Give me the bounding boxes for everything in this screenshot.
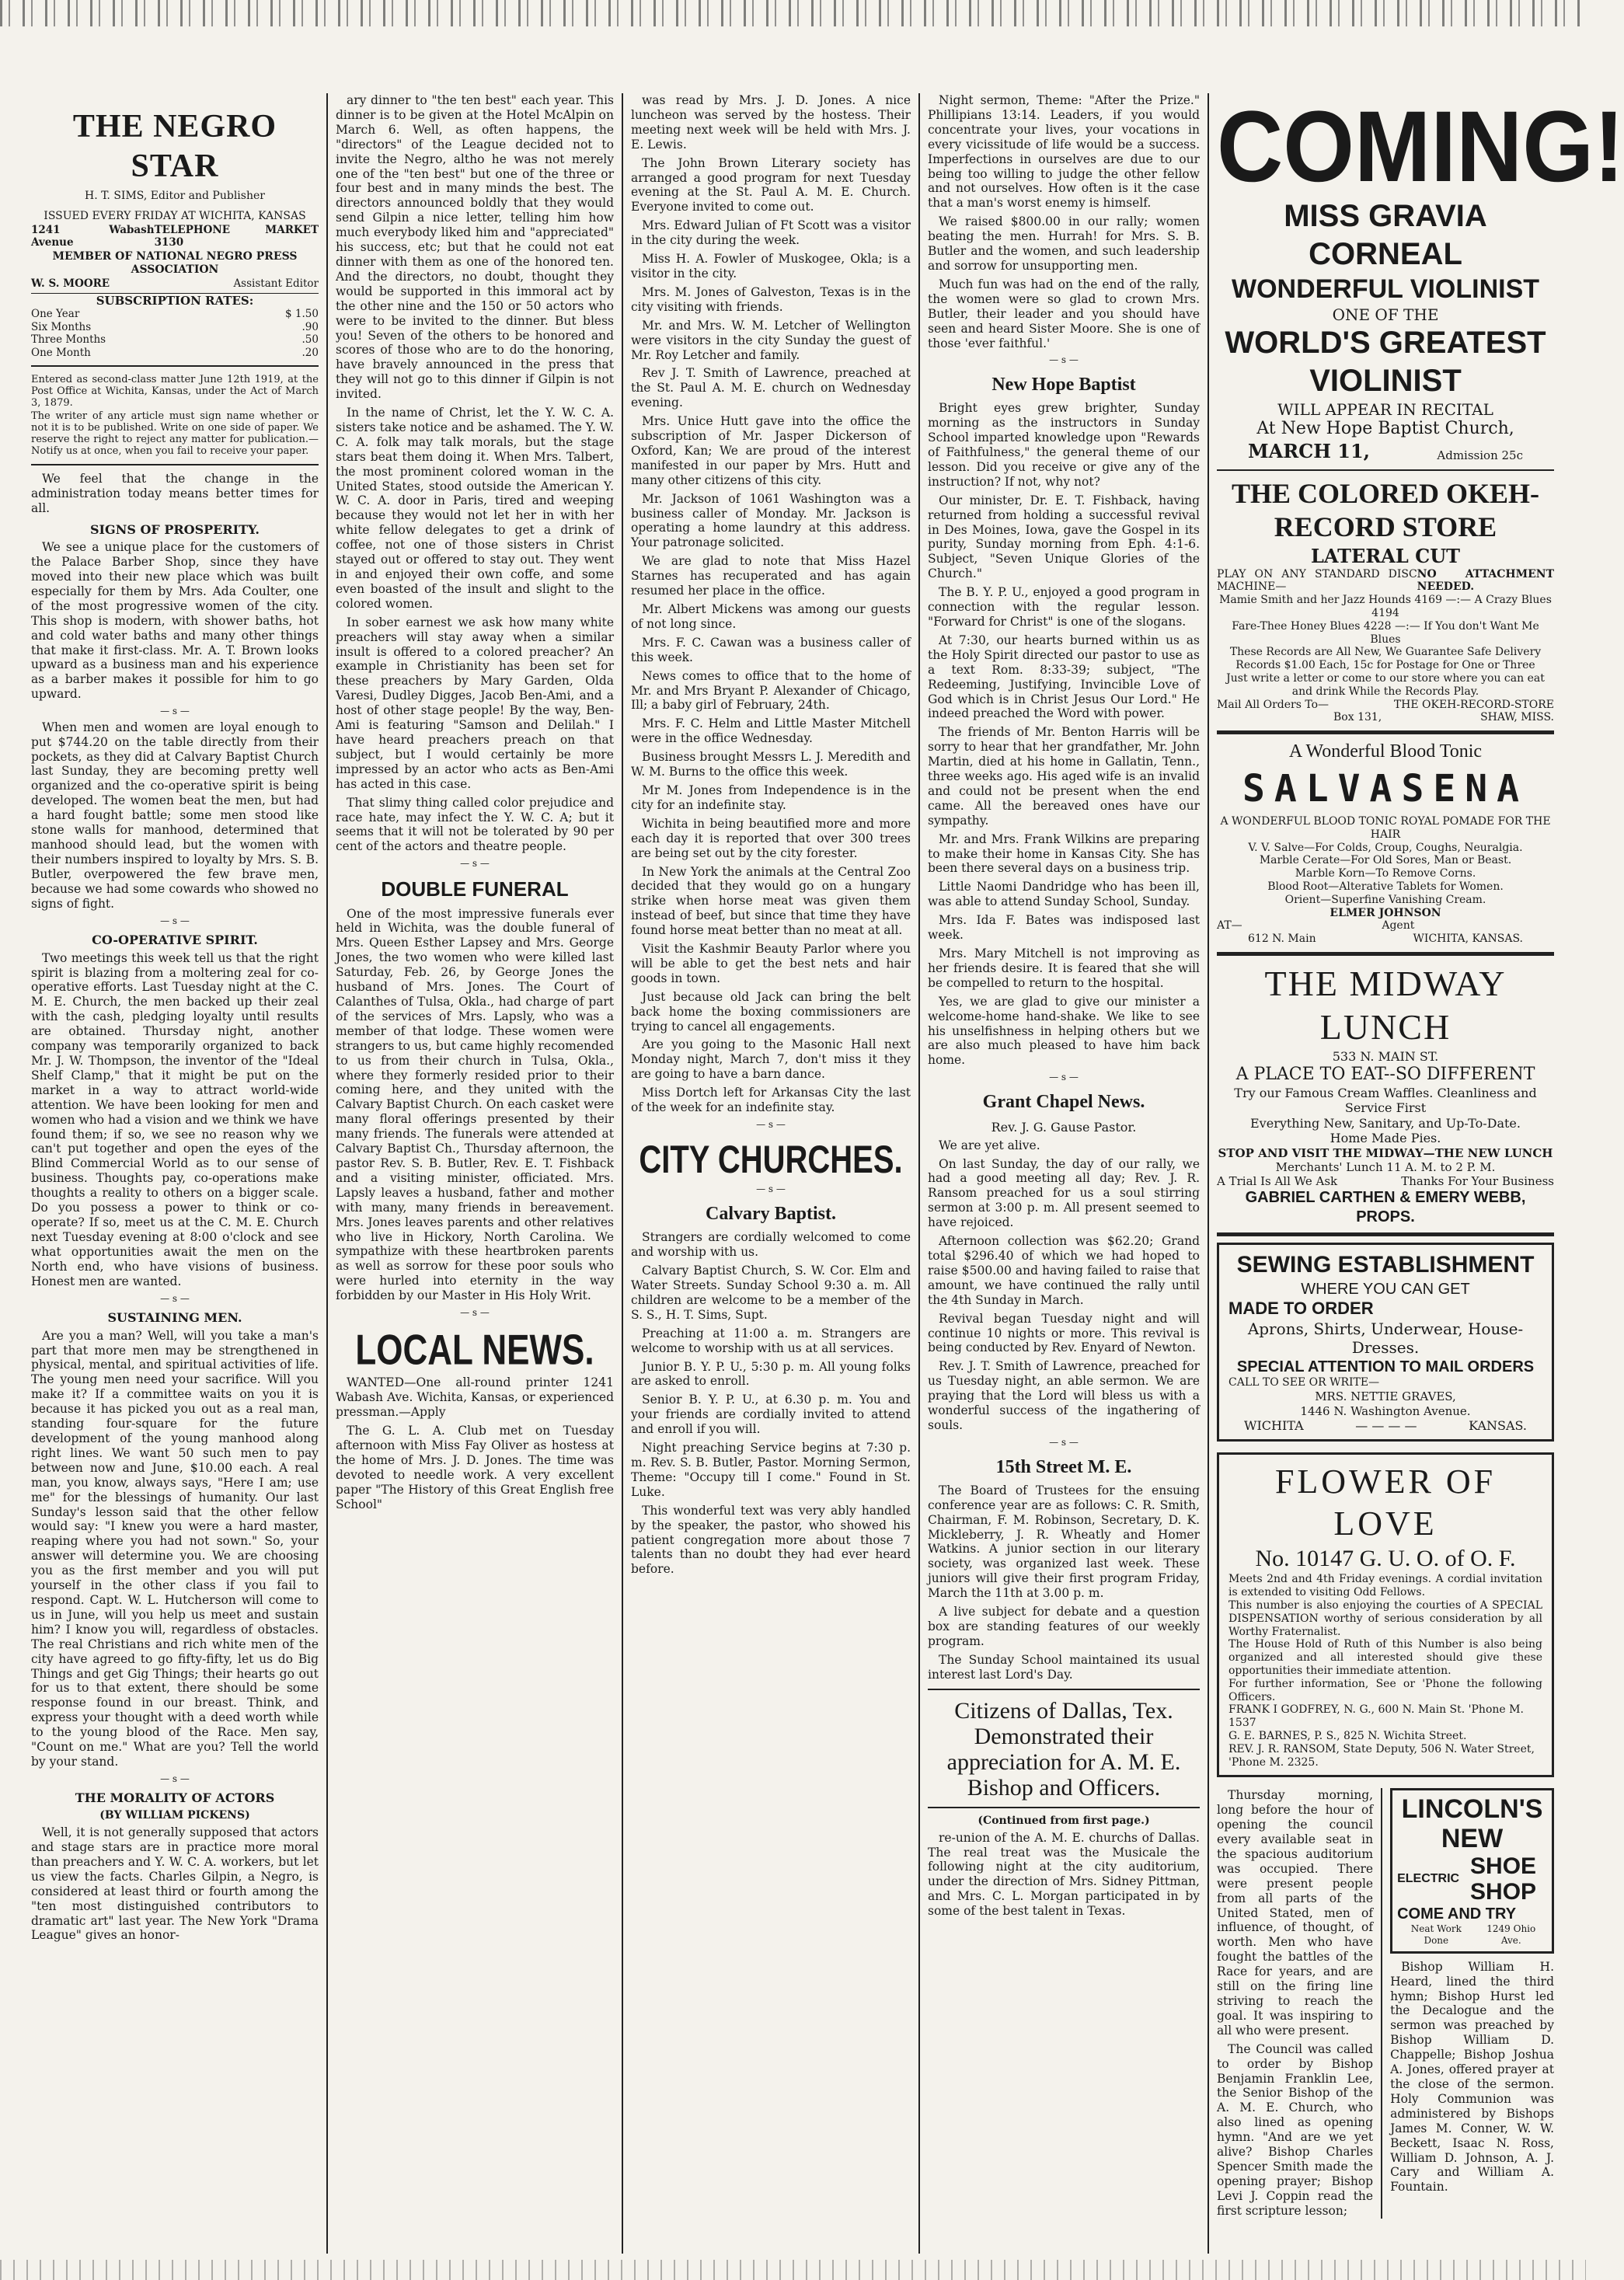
sewing-title: SEWING ESTABLISHMENT (1236, 1252, 1535, 1278)
local-item: We are glad to note that Miss Hazel Starnes has recuperated and has again resumed her place in the office. (631, 554, 911, 598)
morality-byline: (BY WILLIAM PICKENS) (99, 1808, 250, 1822)
midway-line: STOP AND VISIT THE MIDWAY—THE NEW LUNCH (1218, 1145, 1553, 1160)
salvasena-city: WICHITA, KANSAS. (1413, 933, 1523, 946)
signs-text: We see a unique place for the customers of the Palace Barber Shop, since they have moved into their new place which was built especially for them by Mrs. Ada Coulter, one of the most progressive women of the city. This shop is modern, with shower baths, hot and cold water baths and many other things that make it first-class. Mr. A. T. Brown looks upward as a business man and his experience as a barber makes it possible for him to go upward. (31, 540, 319, 702)
rate-term: One Month (31, 346, 91, 359)
okeh-mail-label: Mail All Orders To— (1217, 698, 1330, 711)
fifteenth-street-heading: 15th Street M. E. (995, 1456, 1132, 1477)
salvasena-line: Marble Korn—To Remove Corns. (1295, 867, 1476, 880)
dallas-heading: Citizens of Dallas, Tex. Demonstrated their appreciation for A. M. E. Bishop and Officers. (946, 1697, 1181, 1801)
lincoln-come-and-try: COME AND TRY (1397, 1905, 1517, 1923)
local-item: Mr. and Mrs. W. M. Letcher of Wellington were visitors in the city Sunday the guest of Mr. Roy Letcher and family. (631, 318, 911, 362)
editor-line: H. T. SIMS, Editor and Publisher (85, 190, 265, 203)
entered-notice: Entered as second-class matter June 12th 1919, at the Post Office at Wichita, Kansas, under the Act of March 3, 1879. (31, 374, 319, 410)
column-3 (631, 93, 911, 2254)
gilpin-text-2: In the name of Christ, let the Y. W. C. A. sisters take notice and be ashamed. The Y. W. C. A. folk may talk morals, but the stage stars beat them doing it. When Mrs. Talbert, the most prominent colored woman in the United States, stood outside the American Y. W. C. A. door in Paris, tired and weeping because they would not let her in with her white fellow delegates to get a drink of coffee, not one of those sisters in Christ stayed out or offered to stay out. They went in and enjoyed their own coffe, and some even boasted of the insult and slight to the colored women. (336, 406, 614, 611)
okeh-record-line: Fare-Thee Honey Blues 4228 —:— If You don't Want Me Blues (1232, 619, 1539, 646)
local-item: Mrs. Edward Julian of Ft Scott was a visitor in the city during the week. (631, 218, 911, 248)
rates-list (31, 308, 319, 359)
local-wanted: WANTED—One all-round printer 1241 Wabash Ave. Wichita, Kansas, or experienced pressman.—Apply (336, 1375, 614, 1420)
new-hope-item: Bright eyes grew brighter, Sunday morning as the instructors in Sunday School imparted knowledge upon "Rewards of Faithfulness," the general theme of our lesson. Did you receive or give any of the instruction? If not, why not? (928, 401, 1200, 489)
flower-title: FLOWER OF LOVE (1274, 1462, 1497, 1543)
okeh-play-line: PLAY ON ANY STANDARD DISC MACHINE— (1217, 567, 1417, 594)
fifteenth-item: The Sunday School maintained its usual interest last Lord's Day. (928, 1652, 1200, 1682)
rate-price: .20 (301, 346, 319, 359)
separator: — s — (1049, 354, 1079, 366)
sewing-line: 1446 N. Washington Avenue. (1300, 1403, 1471, 1418)
salvasena-agent-label: Agent (1382, 919, 1415, 933)
calvary-item: Night preaching Service begins at 7:30 p. m. Rev. S. B. Butler, Pastor. Morning Sermon, Theme: "Occupy till I come." Found in St. Luke. (631, 1441, 911, 1499)
midway-trial: A Trial Is All We Ask (1217, 1174, 1338, 1189)
grant-item: We are yet alive. (939, 1138, 1040, 1152)
separator: — s — (756, 1184, 786, 1195)
salvasena-line: Marble Cerate—For Old Sores, Man or Beast. (1259, 854, 1512, 867)
morality-heading: THE MORALITY OF ACTORS (75, 1790, 275, 1806)
calvary-item: Junior B. Y. P. U., 5:30 p. m. All young folks are asked to enroll. (631, 1359, 911, 1389)
calvary-heading: Calvary Baptist. (706, 1204, 836, 1225)
separator: — s — (460, 1307, 490, 1319)
council-cont: Bishop William H. Heard, lined the third hymn; Bishop Hurst led the Decalogue and the sermon was preached by Bishop William D. Chappelle; Bishop Joshua A. Jones, offered prayer at the close of the sermon. Holy Communion was administered by Bishops James M. Conner, W. W. Beckett, Isaac N. Ross, William D. Johnson, A. J. Cary and William A. Fountain. (1390, 1959, 1554, 2195)
rate-term: Six Months (31, 320, 92, 333)
local-item: Mrs. M. Jones of Galveston, Texas is in the city visiting with friends. (631, 284, 911, 314)
gilpin-text-3: In sober earnest we ask how many white preachers will stay away when a similar insult is offered to a colored preacher? An example in Christianity has been set for these preachers by Mary Garden, Olda Varesi, Dudley Digges, Jacob Ben-Ami, and a host of other stage people! By the way, Ben-Ami is featuring "Samson and Delilah." I have heard preachers preach on that subject, but I would certainly be more impressed by an actor who acts as Ben-Ami has acted in this case. (336, 615, 614, 791)
sustain-text: Are you a man? Well, will you take a man's part that more men may be strengthened in physical, mental, and spiritual activities of life. The young men need your sacrifice. Will you make it? If a committee waits on you it is because it has picked you out as a real man, standing four-square for the future development of the young manhood along right lines. We want 50 such men to pay between now and June, $10.00 each. A real man, you know, always says, "Here I am; use me" for the blessings of humanity. Our last Sunday's lesson said that the other fellow would say: "I knew you were a hard master, reaping where you had not sown." So, your answer will determine you. We are choosing you as the first member and you will put yourself in the other class if you fail to respond. Capt. W. L. Hutcherson will come to us in June, will you help us meet and sustain him? I know you will, regardless of obstacles. The real Christians and rich white men of the city have agreed to go fifty-fifty, let us do Big Things and get Gig Things; their hearts go out for us to that extent, there should be some response found in our breast. Think, and express your thought with a deed worth while to the young blood of the Race. Men say, "Count on me." What are you? Tell the world by your stand. (31, 1328, 319, 1769)
new-hope-heading: New Hope Baptist (991, 375, 1136, 396)
calvary-cont: Much fun was had on the end of the rally, the women were so glad to crown Mrs. Butler, their leader and you should have seen and heard Sister Moore. She is one of those 'ever faithful.' (928, 277, 1200, 350)
sewing-city: WICHITA (1244, 1417, 1304, 1433)
local-item: Mrs. Unice Hutt gave into the office the subscription of Mr. Jasper Dickerson of Oxford, Kan; We are proud of the interest manifested in our paper by Mrs. Hutt and many other citizens of this city. (631, 414, 911, 487)
paper-title: THE NEGRO STAR (72, 109, 277, 185)
asst-editor-name: W. S. MOORE (31, 277, 110, 290)
recital-line: WILL APPEAR IN RECITAL (1277, 400, 1493, 420)
top-edge-damage (0, 0, 1586, 26)
intro-paragraph: We feel that the change in the administration today means better times for all. (31, 471, 319, 515)
lincoln-neat-work: Neat Work Done (1410, 1923, 1462, 1947)
subscription-heading: SUBSCRIPTION RATES: (31, 293, 319, 308)
salvasena-line: V. V. Salve—For Colds, Croup, Coughs, Neuralgia. (1248, 841, 1523, 854)
ad-midway-lunch (1217, 962, 1554, 1226)
grant-chapel-heading: Grant Chapel News. (982, 1091, 1145, 1112)
separator: — s — (160, 1292, 190, 1304)
lincoln-shoe-section (1390, 1788, 1554, 2218)
lincoln-address: 1249 Ohio Ave. (1486, 1923, 1536, 1947)
separator: — s — (160, 706, 190, 717)
grant-item: Revival began Tuesday night and will continue 10 nights or more. This revival is being conducted by Rev. Enyard of Newton. (928, 1311, 1200, 1355)
salvasena-line: A WONDERFUL BLOOD TONIC ROYAL POMADE FOR THE HAIR (1220, 814, 1551, 841)
flower-line: This number is also enjoying the courties of A SPECIAL DISPENSATION worthy of serious consideration by all Worthy Fraternalist. (1228, 1598, 1542, 1638)
okeh-town: SHAW, MISS. (1480, 711, 1554, 724)
ad-lincoln-shoe (1390, 1788, 1554, 1953)
sewing-line: MADE TO ORDER (1228, 1299, 1374, 1319)
new-hope-item: Mrs. Mary Mitchell is not improving as her friends desire. It is feared that she will be compelled to return to the hospital. (928, 947, 1200, 990)
new-hope-item: The friends of Mr. Benton Harris will be sorry to hear that her grandfather, Mr. John Martin, died at his home in Gallatin, Tenn., three weeks ago. His aged wife is an invalid and could not be present when the end came. All the bereaved ones have our sympathy. (928, 725, 1200, 828)
salvasena-line: Orient—Superfine Vanishing Cream. (1284, 893, 1486, 906)
midway-thanks: Thanks For Your Business (1401, 1174, 1554, 1189)
dallas-text: re-union of the A. M. E. churchs of Dallas. The real treat was the Musicale the following night at the city auditorium, under the direction of Mrs. Sidney Pittman, and Mrs. C. L. Morgan participated in by some of the best talent in Texas. (928, 1830, 1200, 1919)
ad-coming-recital (1217, 90, 1624, 463)
local-item: Mr. Jackson of 1061 Washington was a business caller of Monday. Mr. Jackson is operating a home laundry at this address. Your patronage solicited. (631, 491, 911, 550)
fifteenth-item: The Board of Trustees for the ensuing conference year are as follows: C. R. Smith, Chairman, F. M. Robinson, Secretary, D. K. Mickleberry, J. R. Wheatly and Homer Watkins. A junior section in our literary society, was organized last week. These juniors will give their first program Friday, March the 11th at 3.00 p. m. (928, 1483, 1200, 1601)
new-hope-item: Mrs. Ida F. Bates was indisposed last week. (928, 913, 1200, 943)
local-item: News comes to office that to the home of Mr. and Mrs Bryant P. Alexander of Chicago, Ill; a baby girl of February, 24th. (631, 668, 911, 713)
new-hope-item: The B. Y. P. U., enjoyed a good program in connection with the regular lesson. "Forward for Christ" is one of the slogans. (928, 585, 1200, 629)
local-item: In New York the animals at the Central Zoo decided that they would go on a hungary strike when horse meat was given them instead of beef, but since that time they have found horse meat better than no meat at all. (631, 864, 911, 938)
calvary-item: Strangers are cordially welcomed to come and worship with us. (631, 1230, 911, 1260)
okeh-record-line: Just write a letter or come to our store where you can eat and drink While the Records Play. (1226, 671, 1545, 698)
bottom-edge-damage (0, 2260, 1586, 2280)
rate-term: One Year (31, 308, 80, 321)
violinist-name: MISS GRAVIA CORNEAL (1284, 199, 1487, 271)
sewing-line: WHERE YOU CAN GET (1301, 1280, 1470, 1298)
greatest-violinist: WORLD'S GREATEST VIOLINIST (1225, 326, 1546, 399)
salvasena-agent-name: ELMER JOHNSON (1330, 906, 1441, 919)
asst-editor-title: Assistant Editor (233, 277, 319, 290)
local-item: Are you going to the Masonic Hall next Monday night, March 7, don't miss it they are going to have a barn dance. (631, 1037, 911, 1082)
ad-okeh-record-store (1217, 477, 1554, 725)
sewing-line: SPECIAL ATTENTION TO MAIL ORDERS (1236, 1358, 1535, 1375)
okeh-record-line: Mamie Smith and her Jazz Hounds 4169 —:— A Crazy Blues 4194 (1219, 594, 1552, 619)
ad-salvasena (1217, 741, 1554, 946)
funeral-text: One of the most impressive funerals ever held in Wichita, was the double funeral of Mrs. Queen Esther Lapsey and Mrs. George Jones, the two women who were killed last Saturday, Feb. 26, by George Jones the husband of Mrs. Jones. The Court of Calanthes of Tulsa, Okla., had charge of part of the services of Mrs. Lapsly, who was a member of that lodge. These women were strangers to us, but came highly recomended to us from their church in Tulsa, Okla., where they formerly resided prior to their coming here, and they united with the Calvary Baptist Church. On each casket were many floral offerings presented by their many friends. The funerals were attended at Calvary Baptist Ch., Thursday afternoon, the pastor Rev. S. B. Butler, Rev. E. T. Fishback and a visiting minister, officiated. Mrs. Lapsly leaves a husband, father and mother with many, many friends in bereavement. Mrs. Jones leaves parents and other relatives who live in Hickory, North Carolina. We sympathize with these heartbroken parents as well as sorrow for these poor souls who were hurled into eternity in the way forbidden by our Master in His Holy Writ. (336, 906, 614, 1303)
violinist-subtitle: WONDERFUL VIOLINIST (1231, 274, 1540, 304)
midway-line: Merchants' Lunch 11 A. M. to 2 P. M. (1275, 1159, 1496, 1174)
midway-line: Home Made Pies. (1330, 1131, 1441, 1146)
column-1 (31, 93, 319, 2254)
new-hope-item: Our minister, Dr. E. T. Fishback, having returned from holding a successful revival in Des Moines, Iowa, gave the Gospel in its purity, Sunday morning from Eph. 4:1-6. Subject, "Seven Unique Glories of the Church." (928, 493, 1200, 581)
separator: — s — (160, 915, 190, 926)
sewing-line: MRS. NETTIE GRAVES, (1315, 1389, 1456, 1404)
sewing-state: KANSAS. (1469, 1417, 1527, 1433)
new-hope-item: At 7:30, our hearts burned within us as the Holy Spirit directed our pastor to use as a text Rom. 8:33-39; subject, "The Redeeming, Justifying, Invincible Love of God which is in Christ Jesus Our Lord." He indeed preached the Word with power. (928, 633, 1200, 721)
calvary-item: Calvary Baptist Church, S. W. Cor. Elm and Water Streets. Sunday School 9:30 a. m. All children are welcome to be a member of the S. S., H. T. Sims, Supt. (631, 1264, 911, 1322)
flower-officer: REV. J. R. RANSOM, State Deputy, 506 N. Water Street, 'Phone M. 2325. (1228, 1742, 1535, 1769)
local-item: Miss Dortch left for Arkansas City the last of the week for an indefinite stay. (631, 1086, 911, 1115)
midway-line: Try our Famous Cream Waffles. Cleanliness and Service First (1234, 1085, 1537, 1116)
gilpin-text-4: That slimy thing called color prejudice and race hate, may infect the Y. W. C. A; but it seems that it will not be tolerated by 90 per cent of the actors and theatre people. (336, 795, 614, 854)
column-5-ads (1217, 90, 1624, 2254)
okeh-record-line: Records $1.00 Each, 15c for Postage for One or Three (1235, 659, 1535, 672)
funeral-heading: DOUBLE FUNERAL (381, 877, 569, 901)
city-churches-heading: CITY CHURCHES. (639, 1138, 903, 1182)
separator: — s — (1049, 1072, 1079, 1083)
morality-text: Well, it is not generally supposed that actors and stage stars are in practice more moral than preachers and Y. W. C. A. workers, but let us view the facts. Charles Gilpin, a Negro, is considered at least third or fourth among the "ten most distinguished contributors to dramatic art" last year. The New York "Drama League" gives an honor- (31, 1825, 319, 1943)
local-item: was read by Mrs. J. D. Jones. A nice luncheon was served by the hostess. Their meeting next week will be held with Mrs. J. E. Lewis. (631, 93, 911, 152)
local-item: Rev J. T. Smith of Lawrence, preached at the St. Paul A. M. E. church on Wednesday evening. (631, 366, 911, 410)
press-member: MEMBER OF NATIONAL NEGRO PRESS ASSOCIATION (52, 249, 298, 276)
local-item: Mrs. F. C. Helm and Little Master Mitchell were in the office Wednesday. (631, 716, 911, 746)
separator: — s — (160, 1773, 190, 1784)
local-news-heading: LOCAL NEWS. (355, 1326, 594, 1374)
flower-line: Meets 2nd and 4th Friday evenings. A cordial invitation is extended to visiting Odd Fellows. (1228, 1573, 1542, 1599)
ad-sewing: SEWING ESTABLISHMENT WHERE YOU CAN GET MADE TO ORDER Aprons, Shirts, Underwear, House-Dresses. SPECIAL ATTENTION TO MAIL ORDERS CALL TO SEE OR WRITE— MRS. NETTIE GRAVES, 1446 N. Washington Avenue. WICHITA — — — — KANSAS. (1217, 1243, 1554, 1442)
calvary-item: This wonderful text was very ably handled by the speaker, the pastor, who showed his patient congregation more about those 7 talents than no doubt they had ever heard before. (631, 1503, 911, 1577)
okeh-lateral-cut: LATERAL CUT (1310, 545, 1461, 568)
coop-heading: CO-OPERATIVE SPIRIT. (92, 933, 258, 948)
local-item: Just because old Jack can bring the belt back home the boxing commissioners are trying to cancel all engagements. (631, 989, 911, 1034)
one-of-line: ONE OF THE (1332, 305, 1439, 325)
sustain-heading: SUSTAINING MEN. (107, 1310, 242, 1326)
local-item: Wichita in being beautified more and more each day it is reported that over 300 trees are being set out by the city forester. (631, 816, 911, 860)
flower-line: The House Hold of Ruth of this Number is also being organized and all interested should give these opportunities their immediate attention. (1228, 1638, 1542, 1677)
rate-price: .50 (301, 333, 319, 347)
calvary-item: Senior B. Y. P. U., at 6.30 p. m. You and your friends are cordially invited to attend and enroll if you will. (631, 1393, 911, 1437)
rate-price: $ 1.50 (285, 308, 319, 321)
okeh-store-name: THE OKEH-RECORD-STORE (1393, 698, 1554, 711)
okeh-record-line: These Records are All New, We Guarantee Safe Delivery (1229, 646, 1542, 659)
grant-item: On last Sunday, the day of our rally, we had a good meeting all day; Rev. J. R. Ransom preached for us a soul stirring sermon at 3:00 p. m. All present seemed to have rejoiced. (928, 1156, 1200, 1230)
writer-notice: The writer of any article must sign name whether or not it is to be published. Write on one side of paper. We reserve the right to reject any matter for publication.—Notify us at once, when you fail to receive your paper. (31, 410, 319, 457)
lincoln-title: LINCOLN'S NEW (1401, 1794, 1543, 1853)
flower-lodge-number: No. 10147 G. U. O. of O. F. (1255, 1545, 1516, 1571)
midway-tagline: A PLACE TO EAT--SO DIFFERENT (1235, 1064, 1535, 1084)
local-item: Mrs. F. C. Cawan was a business caller of this week. (631, 635, 911, 664)
issued-line: ISSUED EVERY FRIDAY AT WICHITA, KANSAS (44, 209, 306, 222)
dallas-continued: (Continued from first page.) (978, 1814, 1150, 1827)
local-gla-club: The G. L. A. Club met on Tuesday afternoon with Miss Fay Oliver as hostess at the home of Mrs. J. D. Jones. The time was devoted to needle work. A very excellent paper "The History of this Great English free School" (336, 1424, 614, 1511)
salvasena-address: 612 N. Main (1248, 933, 1316, 946)
local-item: Mr M. Jones from Independence is in the city for an indefinite stay. (631, 783, 911, 812)
okeh-no-attachment: NO ATTACHMENT NEEDED. (1417, 567, 1554, 594)
fifteenth-item: A live subject for debate and a question box are standing features of our weekly program. (928, 1605, 1200, 1648)
calvary-item: Preaching at 11:00 a. m. Strangers are welcome to worship with us at all services. (631, 1326, 911, 1355)
local-item: Miss H. A. Fowler of Muskogee, Okla; is a visitor in the city. (631, 252, 911, 281)
coop-text: Two meetings this week tell us that the right spirit is blazing from a moltering zeal for co-operative efforts. Last Tuesday night at the C. M. E. Church, the men backed up their zeal with the cash, pledging loyalty until results are obtained. Thursday night, another company was temporarily organized to back Mr. J. W. Thompson, the inventor of the "Ideal Shelf Clamp," that it might be put on the market in a way to attract world-wide attention. We have been looking for men and women who had a vision and we think we have found them; if so, we see no reason why we can't put together and open the eyes of the Blind Commercial World as to our sense of business. Thoughts pay, co-operations make thoughts a reality to others on a bigger scale. Do you possess a power to think or co-operate? If so, meet us at the C. M. E. Church next Tuesday evening at 8:00 o'clock and see what opportunities await the men on the North end, who have visions of business. Honest men are wanted. (31, 950, 319, 1288)
council-para: The Council was called to order by Bishop Benjamin Franklin Lee, the Senior Bishop of the A. M. E. Church, who also lined as opening hymn. "And are we yet alive? Bishop Charles Spencer Smith made the opening prayer; Bishop Levi J. Coppin read the first scripture lesson; (1217, 2041, 1374, 2218)
local-item: Visit the Kashmir Beauty Parlor where you will be able to get the best nets and hair goods in town. (631, 942, 911, 985)
gilpin-text-1: ary dinner to "the ten best" each year. This dinner is to be given at the Hotel McAlpin on March 6. Well, as often happens, the "directors" of the League decided not to invite the Negro, altho he was not merely one of the "ten best" but one of the three or four best and in many minds the best. The directors announced boldly that they would send Gilpin a nice letter, telling him how much everybody liked him and "appreciated" his success, etc; but that he could not eat dinner with them as one of the honored ten. And the directors, no doubt, thought they would be supported in this immoral act by the other nine and the 150 or 50 actors who were to be invited to the dinner. But bless you! Seven of the others to be honored and scores of those who are to do the honoring, have bravely announced in the press that they will not go to this dinner if Gilpin is not invited. (336, 93, 614, 402)
calvary-cont: Night sermon, Theme: "After the Prize." Phillipians 13:14. Leaders, if you would concentrate your lives, your vocations in every vicissitude of life would be a success. Imperfections in ourselves are due to our being too willing to judge the other fellow and not ourselves. How often is it the case that a man's worst enemy is himself. (928, 93, 1200, 211)
salvasena-tagline: A Wonderful Blood Tonic (1288, 741, 1483, 762)
council-text (1217, 1788, 1373, 2218)
sewing-line: Aprons, Shirts, Underwear, House-Dresses. (1247, 1320, 1524, 1358)
rate-price: .90 (301, 320, 319, 333)
separator: — s — (756, 1119, 786, 1130)
local-item: Mr. Albert Mickens was among our guests of not long since. (631, 602, 911, 631)
midway-props: GABRIEL CARTHEN & EMERY WEBB, PROPS. (1245, 1189, 1526, 1225)
grant-pastor: Rev. J. G. Gause Pastor. (991, 1120, 1137, 1135)
grant-item: Afternoon collection was $62.20; Grand total $296.40 of which we had hoped to raise $500.00 and having failed to raise that amount, we have continued the rally until the 4th Sunday in March. (928, 1234, 1200, 1307)
sewing-line: CALL TO SEE OR WRITE— (1228, 1376, 1380, 1389)
grant-item: Rev. J. T. Smith of Lawrence, preached for us Tuesday night, an able sermon. We are praying that the Lord will bless us with a wonderful success of the ingathering of souls. (928, 1359, 1200, 1432)
venue-line: At New Hope Baptist Church, (1256, 419, 1514, 439)
flower-officer: FRANK I GODFREY, N. G., 600 N. Main St. 'Phone M. 1537 (1228, 1703, 1524, 1730)
new-hope-item: Yes, we are glad to give our minister a welcome-home hand-shake. We like to see his unselfishness in helping others but we are also much pleased to have him back home. (928, 994, 1200, 1068)
local-item: Business brought Messrs L. J. Meredith and W. M. Burns to the office this week. (631, 750, 911, 779)
loyal-text: When men and women are loyal enough to put $744.20 on the table directly from their pockets, as they did at Calvary Baptist Church last Sunday, they are becoming pretty well organized and the co-operative spirit is being developed. The women beat the men, but had a hard fought battle; some men stood like stone walls for manhood, determined that manhood should lead, but the women with their numbers inspired to loyalty by Mrs. S. B. Butler, overpowered the few brave men, because we had some cowards who showed no signs of fight. (31, 720, 319, 911)
masthead (31, 107, 319, 465)
salvasena-at: AT— (1217, 919, 1242, 933)
address: 1241 Wabash Avenue (31, 223, 155, 249)
lincoln-electric: ELECTRIC (1397, 1872, 1460, 1886)
recital-date: MARCH 11, (1248, 440, 1371, 463)
okeh-title: THE COLORED OKEH-RECORD STORE (1231, 477, 1540, 543)
ad-flower-of-love (1217, 1452, 1554, 1777)
coming-headline: COMING! (1217, 90, 1624, 204)
telephone: TELEPHONE MARKET 3130 (154, 223, 319, 249)
midway-title: THE MIDWAY LUNCH (1264, 963, 1507, 1048)
calvary-cont: We raised $800.00 in our rally; women beating the men. Hurrah! for Mrs. S. B. Butler and the women, and such leadership and sorrow for unsupporting men. (928, 214, 1200, 273)
separator: — s — (1049, 1436, 1079, 1448)
midway-address: 533 N. MAIN ST. (1332, 1049, 1439, 1065)
flower-line: For further information, See or 'Phone the following Officers. (1228, 1677, 1542, 1703)
lincoln-shoe: SHOE SHOP (1470, 1853, 1537, 1905)
separator: — s — (460, 858, 490, 870)
okeh-box: Box 131, (1333, 711, 1382, 724)
local-item: The John Brown Literary society has arranged a good program for next Tuesday evening at the St. Paul A. M. E. Church. Everyone invited to come out. (631, 155, 911, 214)
new-hope-item: Little Naomi Dandridge who has been ill, was able to attend Sunday School, Sunday. (928, 880, 1200, 909)
rate-term: Three Months (31, 333, 106, 347)
signs-heading: SIGNS OF PROSPERITY. (90, 521, 260, 537)
column-4 (928, 93, 1200, 2254)
admission-price: Admission 25c (1437, 448, 1523, 463)
flower-officer: G. E. BARNES, P. S., 825 N. Wichita Street. (1228, 1729, 1467, 1742)
salvasena-name: SALVASENA (1242, 767, 1529, 811)
new-hope-item: Mr. and Mrs. Frank Wilkins are preparing to make their home in Kansas City. She has been there several days on a business trip. (928, 831, 1200, 876)
column-2 (336, 93, 614, 2254)
salvasena-line: Blood Root—Alterative Tablets for Women. (1267, 880, 1504, 893)
council-para: Thursday morning, long before the hour of opening the council every available seat in the spacious auditorium was occupied. There were present people from all parts of the United Stated, men of influence, of thought, of worth. Men who have fought the battles of the Race for years, and are still on the firing line striving to reach the goal. It was inspiring to all who were present. (1217, 1788, 1374, 2038)
midway-line: Everything New, Sanitary, and Up-To-Date. (1250, 1115, 1521, 1131)
newspaper-page (31, 90, 1624, 2254)
